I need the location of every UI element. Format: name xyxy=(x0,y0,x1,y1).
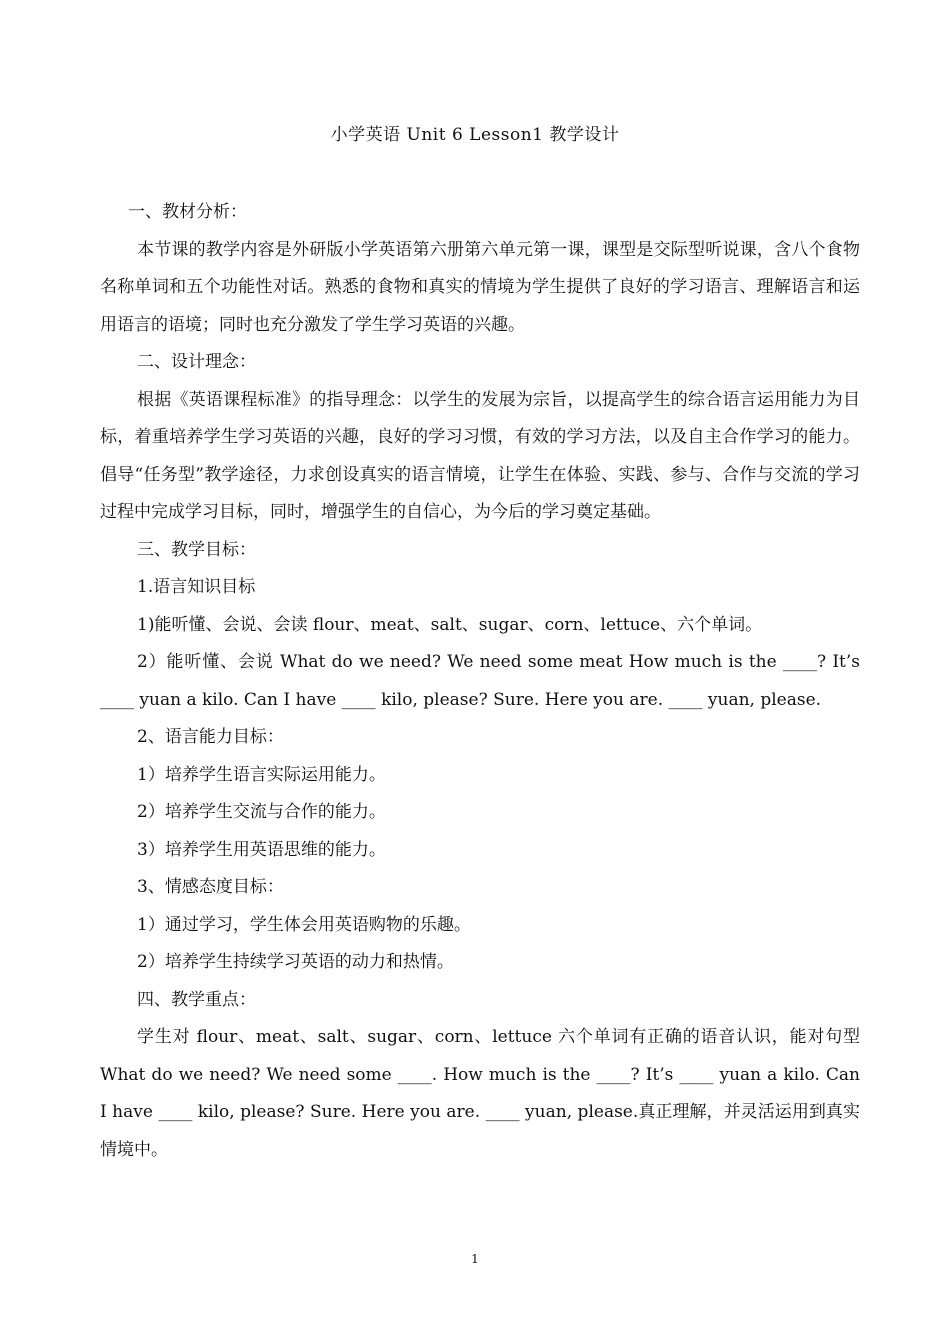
paragraph-textbook-analysis: 本节课的教学内容是外研版小学英语第六册第六单元第一课，课型是交际型听说课，含八个食物名称单词和五个功能性对话。熟悉的食物和真实的情境为学生提供了良好的学习语言、理解语言和运用语言的语境；同时也充分激发了学生学习英语的兴趣。 xyxy=(100,239,860,335)
goal-item-dialogue: 2）能听懂、会说 What do we need? We need some meat How much is the ____? It’s ____ yuan a kilo. Can I have ____ kilo, please? Sure. Here you are. ____ yuan, please. xyxy=(100,652,860,710)
ability-item-1: 1）培养学生语言实际运用能力。 xyxy=(137,764,386,785)
ability-item-3: 3）培养学生用英语思维的能力。 xyxy=(137,839,386,860)
subheading-emotion-attitude: 3、情感态度目标： xyxy=(137,877,284,897)
ability-item-2: 2）培养学生交流与合作的能力。 xyxy=(137,802,386,822)
document-title: 小学英语 Unit 6 Lesson1 教学设计 xyxy=(330,125,620,145)
subheading-language-knowledge: 1.语言知识目标 xyxy=(137,577,256,597)
emotion-item-2: 2）培养学生持续学习英语的动力和热情。 xyxy=(137,952,454,972)
section-heading-textbook-analysis: 一、教材分析： xyxy=(128,202,247,222)
page-number: 1 xyxy=(471,1252,479,1266)
section-heading-key-points: 四、教学重点： xyxy=(137,989,256,1010)
section-heading-teaching-goals: 三、教学目标： xyxy=(137,539,256,560)
goal-item-vocabulary: 1)能听懂、会说、会读 flour、meat、salt、sugar、corn、lettuce、六个单词。 xyxy=(137,614,763,635)
paragraph-design-concept: 根据《英语课程标准》的指导理念：以学生的发展为宗旨，以提高学生的综合语言运用能力为目标，着重培养学生学习英语的兴趣，良好的学习习惯，有效的学习方法，以及自主合作学习的能力。倡导“任务型”教学途径，力求创设真实的语言情境，让学生在体验、实践、参与、合作与交流的学习过程中完成学习目标，同时，增强学生的自信心，为今后的学习奠定基础。 xyxy=(100,389,860,522)
section-heading-design-concept: 二、设计理念： xyxy=(137,352,256,372)
paragraph-key-points: 学生对 flour、meat、salt、sugar、corn、lettuce 六个单词有正确的语音认识，能对句型 What do we need? We need some ____. How much is the ____? It’s ____ yuan a kilo. Can I have ____ kilo, please? Sure. Here you are. ____ yuan, please.真正理解，并灵活运用到真实情境中。 xyxy=(100,1027,860,1160)
emotion-item-1: 1）通过学习，学生体会用英语购物的乐趣。 xyxy=(137,914,471,935)
document-body xyxy=(100,194,860,1169)
subheading-language-ability: 2、语言能力目标： xyxy=(137,727,284,747)
